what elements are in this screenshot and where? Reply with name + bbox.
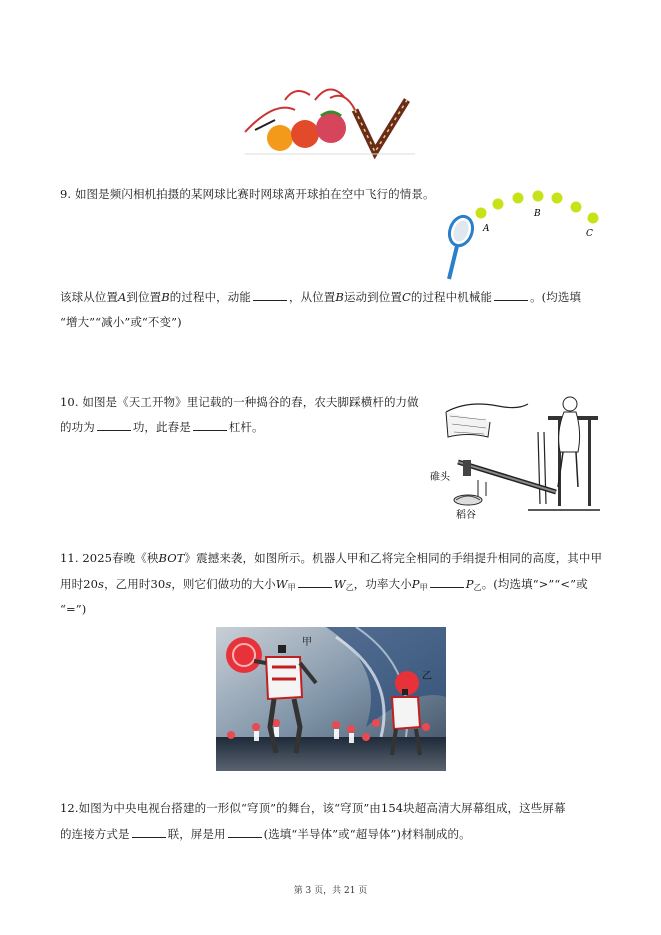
drum-jia [226, 637, 262, 673]
q11-sub-yi-w: 乙 [345, 583, 354, 592]
q10-number: 10. [60, 395, 79, 409]
q10-line1-text: 如图是《天工开物》里记载的一种捣谷的舂，农夫脚踩横杆的力做 [82, 395, 419, 409]
q11-text-1a: 春晚《秧 [112, 551, 159, 565]
q10-line1 [60, 392, 419, 412]
q9-text-0: 该球从位置 [60, 290, 118, 304]
q11-sub-jia-p: 甲 [419, 583, 428, 592]
q10-blank-1[interactable] [97, 418, 131, 431]
q12-line2 [60, 824, 471, 844]
q9-text-9: 的过程中机械能 [410, 290, 493, 304]
q9-stem-text: 如图是频闪相机拍摄的某网球比赛时网球离开球拍在空中飞行的情景。 [74, 187, 435, 201]
q11-unit-s2: s [165, 577, 172, 591]
robot-yi-body [392, 697, 420, 729]
robot-jia-head [278, 645, 286, 653]
q11-p-yi: P [465, 577, 474, 591]
robot-dance-image [216, 627, 446, 771]
q9-pos-a: A [118, 290, 127, 304]
q12-blank-2[interactable] [228, 825, 262, 838]
ball-4 [533, 191, 544, 202]
fruit-battery-image [235, 80, 420, 160]
q9-text-7: 运动到位置 [343, 290, 402, 304]
q10-text-b: 功，此舂是 [132, 420, 191, 434]
ball-3 [513, 193, 524, 204]
label-b: B [534, 209, 541, 219]
ball-2 [493, 199, 504, 210]
q11-text-2a: 用时 [60, 577, 84, 591]
q11-number: 11. [60, 551, 79, 565]
q12-text-c: (选填“半导体”或“超导体”)材料制成的。 [263, 827, 471, 841]
q9-number: 9. [60, 187, 72, 201]
q11-text-2e: 。(均选填“>”“<”或 [481, 577, 588, 591]
label-yi: 乙 [422, 671, 432, 682]
ball-7 [588, 213, 599, 224]
fruit-battery-figure [235, 80, 420, 160]
q11-w-yi: W [333, 577, 346, 591]
q10-line2 [60, 417, 264, 437]
ball-5 [552, 193, 563, 204]
label-a: A [483, 224, 490, 234]
ball-1 [476, 208, 487, 219]
q11-line2 [60, 574, 588, 598]
mortar-figure [428, 392, 603, 522]
q9-text-2: 到位置 [126, 290, 162, 304]
q12-text-b: 联，屏是用 [167, 827, 226, 841]
page-footer: 第 3 页，共 21 页 [293, 886, 368, 896]
q11-t2: 30 [150, 577, 166, 591]
q12-text-a: 的连接方式是 [60, 827, 130, 841]
q9-text-5: ，从位置 [288, 290, 336, 304]
q11-text-2c: ，则它们做功的大小 [171, 577, 276, 591]
q9-text-4: 的过程中，动能 [169, 290, 251, 304]
q9-pos-b2: B [335, 290, 344, 304]
q12-line1-text: 如图为中央电视台搭建的一形似“穹顶”的舞台，该“穹顶”由154块超高清大屏幕组成，这些屏幕 [78, 801, 566, 815]
q11-line3: “=”) [60, 602, 87, 616]
q9-text-10: 。(均选填 [530, 290, 582, 304]
q9-blank-2[interactable] [494, 288, 528, 301]
mortar-illustration [428, 392, 603, 522]
q9-pos-b: B [161, 290, 170, 304]
q10-blank-2[interactable] [193, 418, 227, 431]
q9-blank-1[interactable] [253, 288, 287, 301]
q9-options: “增大”“减小”或“不变”) [60, 315, 182, 329]
label-pestle: 碓头 [430, 472, 450, 483]
label-jia: 甲 [302, 637, 312, 648]
q11-text-2d: ，功率大小 [353, 577, 412, 591]
tennis-ball-trajectory [443, 185, 608, 285]
q12-blank-1[interactable] [132, 825, 166, 838]
q11-sub-jia-w: 甲 [287, 583, 296, 592]
label-c: C [586, 229, 593, 239]
q11-p-jia: P [411, 577, 420, 591]
q11-unit-s1: s [98, 577, 105, 591]
q11-w-jia: W [275, 577, 288, 591]
q11-line1 [60, 548, 602, 568]
label-grain: 稻谷 [456, 510, 476, 521]
q11-year: 2025 [82, 551, 113, 565]
q11-text-2b: ，乙用时 [104, 577, 151, 591]
tennis-figure [443, 185, 608, 285]
ball-6 [571, 202, 582, 213]
q9-pos-c: C [401, 290, 411, 304]
q11-sub-yi-p: 乙 [473, 583, 482, 592]
q11-bot: BOT [158, 551, 185, 565]
racket-handle [449, 246, 457, 279]
robot-dance-photo [216, 627, 446, 771]
q10-text-a: 的功为 [60, 420, 95, 434]
q10-text-c: 杠杆。 [228, 420, 264, 434]
q11-t1: 20 [83, 577, 99, 591]
q11-text-1b: 》震撼来袭，如图所示。机器人甲和乙将完全相同的手绢提升相同的高度，其中甲 [184, 551, 603, 565]
q12-number: 12. [60, 801, 79, 815]
q12-line1 [60, 798, 566, 818]
q9-body [60, 287, 581, 307]
q11-blank-1[interactable] [298, 575, 332, 588]
q9-stem [60, 184, 435, 204]
q11-blank-2[interactable] [430, 575, 464, 588]
